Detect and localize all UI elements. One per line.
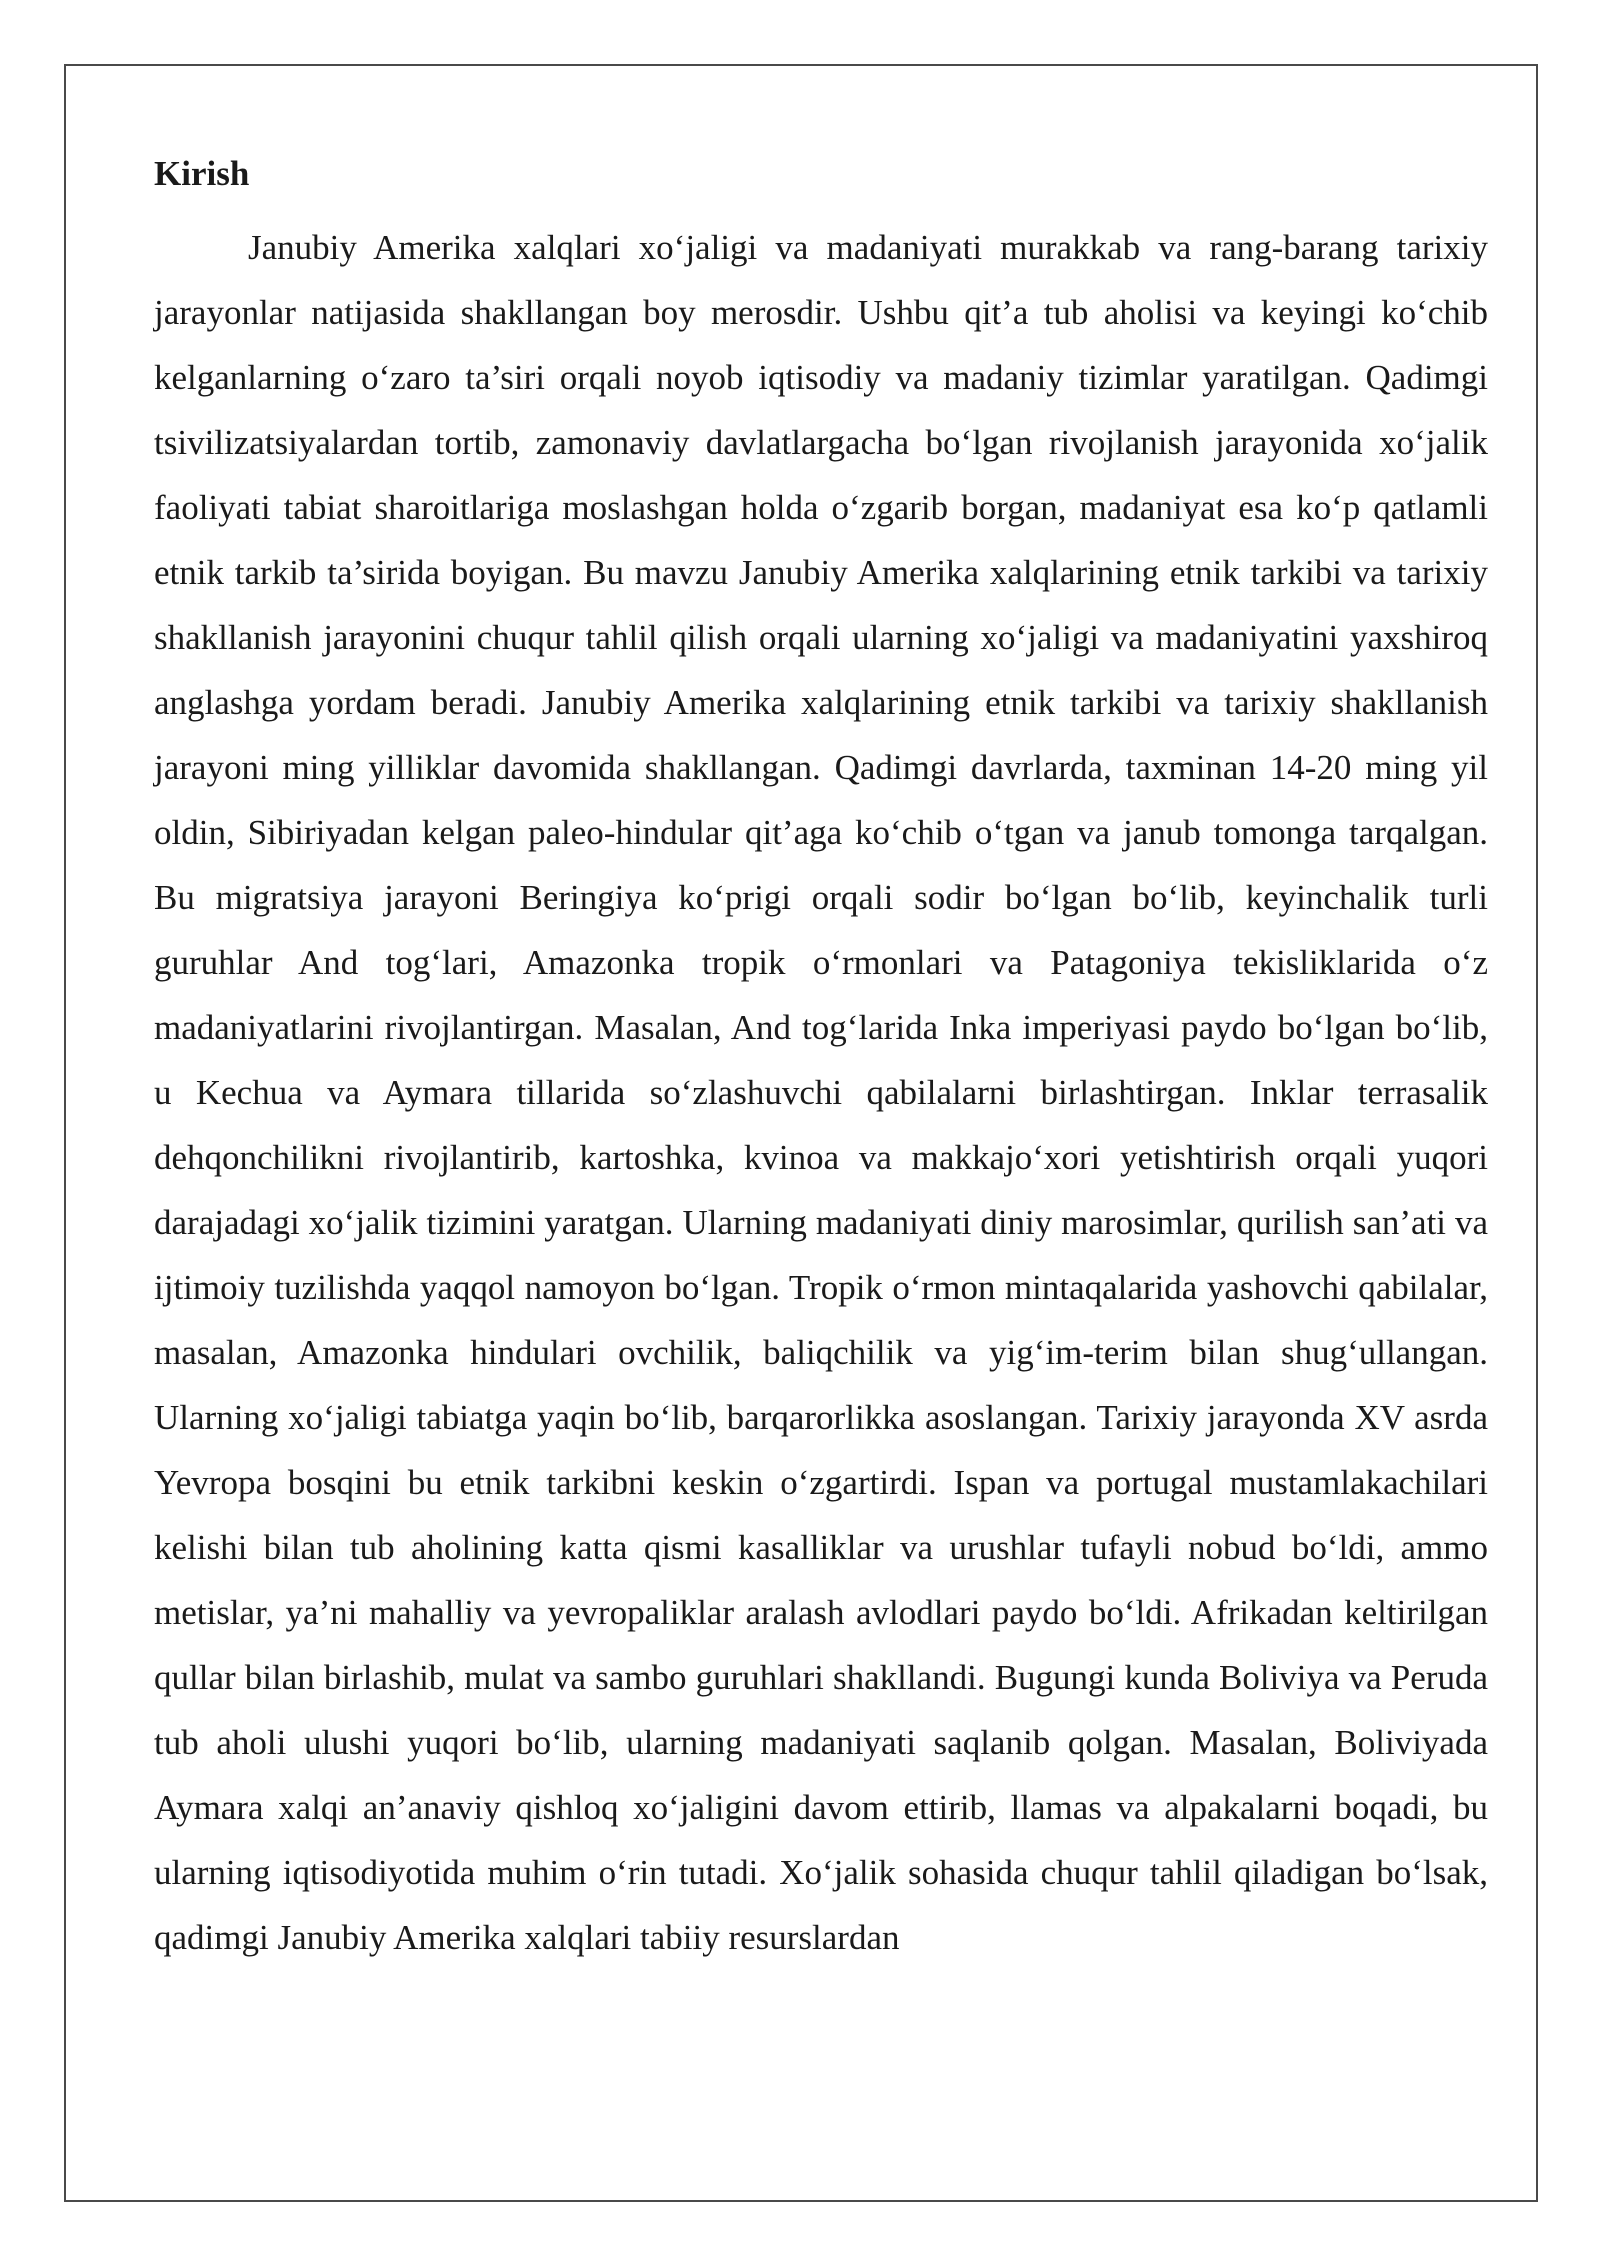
document-body	[154, 150, 1488, 1970]
body-paragraph: Janubiy Amerika xalqlari xo‘jaligi va madaniyati murakkab va rang-barang tarixiy jarayonlar natijasida shakllangan boy merosdir. Ushbu qit’a tub aholisi va keyingi ko‘chib kelganlarning o‘zaro ta’siri orqali noyob iqtisodiy va madaniy tizimlar yaratilgan. Qadimgi tsivilizatsiyalardan tortib, zamonaviy davlatlargacha bo‘lgan rivojlanish jarayonida xo‘jalik faoliyati tabiat sharoitlariga moslashgan holda o‘zgarib borgan, madaniyat esa ko‘p qatlamli etnik tarkib ta’sirida boyigan. Bu mavzu Janubiy Amerika xalqlarining etnik tarkibi va tarixiy shakllanish jarayonini chuqur tahlil qilish orqali ularning xo‘jaligi va madaniyatini yaxshiroq anglashga yordam beradi. Janubiy Amerika xalqlarining etnik tarkibi va tarixiy shakllanish jarayoni ming yilliklar davomida shakllangan. Qadimgi davrlarda, taxminan 14-20 ming yil oldin, Sibiriyadan kelgan paleo-hindular qit’aga ko‘chib o‘tgan va janub tomonga tarqalgan. Bu migratsiya jarayoni Beringiya ko‘prigi orqali sodir bo‘lgan bo‘lib, keyinchalik turli guruhlar And tog‘lari, Amazonka tropik o‘rmonlari va Patagoniya tekisliklarida o‘z madaniyatlarini rivojlantirgan. Masalan, And tog‘larida Inka imperiyasi paydo bo‘lgan bo‘lib, u Kechua va Aymara tillarida so‘zlashuvchi qabilalarni birlashtirgan. Inklar terrasalik dehqonchilikni rivojlantirib, kartoshka, kvinoa va makkajo‘xori yetishtirish orqali yuqori darajadagi xo‘jalik tizimini yaratgan. Ularning madaniyati diniy marosimlar, qurilish san’ati va ijtimoiy tuzilishda yaqqol namoyon bo‘lgan. Tropik o‘rmon mintaqalarida yashovchi qabilalar, masalan, Amazonka hindulari ovchilik, baliqchilik va yig‘im-terim bilan shug‘ullangan. Ularning xo‘jaligi tabiatga yaqin bo‘lib, barqarorlikka asoslangan. Tarixiy jarayonda XV asrda Yevropa bosqini bu etnik tarkibni keskin o‘zgartirdi. Ispan va portugal mustamlakachilari kelishi bilan tub aholining katta qismi kasalliklar va urushlar tufayli nobud bo‘ldi, ammo metislar, ya’ni mahalliy va yevropaliklar aralash avlodlari paydo bo‘ldi. Afrikadan keltirilgan qullar bilan birlashib, mulat va sambo guruhlari shakllandi. Bugungi kunda Boliviya va Peruda tub aholi ulushi yuqori bo‘lib, ularning madaniyati saqlanib qolgan. Masalan, Boliviyada Aymara xalqi an’anaviy qishloq xo‘jaligini davom ettirib, llamas va alpakalarni boqadi, bu ularning iqtisodiyotida muhim o‘rin tutadi. Xo‘jalik sohasida chuqur tahlil qiladigan bo‘lsak, qadimgi Janubiy Amerika xalqlari tabiiy resurslardan	[154, 228, 1488, 1957]
section-heading: Kirish	[154, 154, 250, 193]
